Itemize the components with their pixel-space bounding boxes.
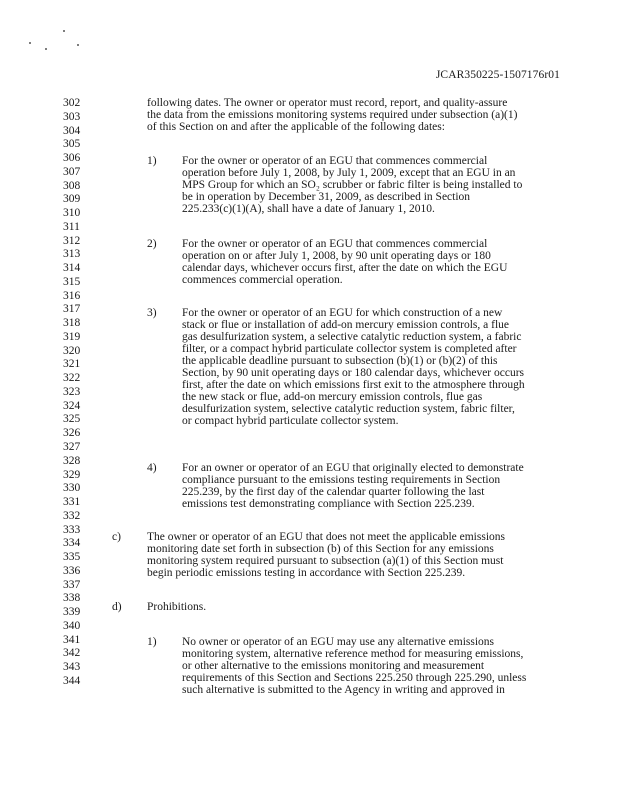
item-line: monitoring date set forth in subsection (b) of this Section for any emissions [147,543,494,555]
line-number: 321 [63,358,81,371]
item-line: the new stack or flue, add-on mercury emission controls, flue gas [182,391,483,403]
line-number: 327 [63,441,81,453]
line-number: 337 [63,578,81,591]
line-number: 316 [63,289,81,302]
item-marker: c) [112,531,121,543]
line-number: 339 [63,606,81,619]
line-number: 336 [63,564,81,577]
item-line: calendar days, whichever occurs first, after the date on which the EGU [182,262,508,274]
line-number: 326 [63,427,81,440]
line-number: 319 [63,330,81,343]
item-line: MPS Group for which an SO₂ scrubber or fabric filter is being installed to [182,179,523,191]
line-number: 325 [63,413,81,426]
item-marker: 1) [147,636,157,648]
line-number: 320 [63,344,81,357]
intro-line: of this Section on and after the applicable of the following dates: [147,121,445,133]
line-number: 305 [63,138,81,151]
item-line: For the owner or operator of an EGU that commences commercial [182,238,488,250]
intro-line: following dates. The owner or operator must record, report, and quality-assure [147,97,508,109]
item-line: gas desulfurization system, a selective catalytic reduction system, a fabric [182,331,522,343]
line-number: 306 [63,152,81,165]
item-marker: 4) [147,462,157,474]
line-number: 308 [63,179,81,192]
item-line: stack or flue or installation of add-on mercury emission controls, a flue [182,319,510,331]
line-number: 343 [63,661,81,674]
item-line: For the owner or operator of an EGU for which construction of a new [182,307,503,319]
line-number: 317 [63,303,81,316]
line-number: 309 [63,193,81,206]
item-line: commences commercial operation. [182,274,343,286]
item-line: 225.239, by the first day of the calendar quarter following the last [182,486,485,498]
line-number: 315 [63,275,81,288]
scan-specks [25,28,85,58]
line-number: 332 [63,509,81,522]
line-number: 333 [63,523,81,536]
line-number: 342 [63,647,81,660]
item-line: No owner or operator of an EGU may use any alternative emissions [182,636,495,648]
item-line: operation on or after July 1, 2008, by 90 unit operating days or 180 [182,250,491,262]
line-number: 338 [63,592,81,605]
item-line: such alternative is submitted to the Agency in writing and approved in [182,684,505,696]
line-number: 340 [63,619,81,632]
item-line: the applicable deadline pursuant to subsection (b)(1) or (b)(2) of this [182,355,498,367]
line-number: 303 [63,110,81,123]
line-number: 331 [63,496,81,509]
item-marker: 3) [147,307,157,319]
line-number: 314 [63,262,81,275]
item-line: emissions test demonstrating compliance with Section 225.239. [182,498,475,510]
line-number: 322 [63,372,81,385]
line-number: 307 [63,165,81,178]
item-line: requirements of this Section and Sections 225.250 through 225.290, unless [182,672,527,684]
item-line: filter, or a compact hybrid particulate collector system is completed after [182,343,517,355]
line-number: 344 [63,674,81,687]
item-marker: 1) [147,155,157,167]
line-number: 330 [63,482,81,495]
item-line: For an owner or operator of an EGU that originally elected to demonstrate [182,462,524,474]
line-number: 334 [63,537,81,550]
item-line: first, after the date on which emissions first exit to the atmosphere through [182,379,525,391]
item-marker: d) [112,601,122,613]
line-number: 323 [63,385,81,398]
document-id: JCAR350225-1507176r01 [435,69,560,81]
line-number: 318 [63,317,81,330]
section-heading: Prohibitions. [147,601,207,613]
item-line: or other alternative to the emissions monitoring and measurement [182,660,485,672]
item-line: operation before July 1, 2008, by July 1, 2009, except that an EGU in an [182,167,516,179]
line-number: 311 [63,220,80,233]
line-number: 324 [63,399,81,412]
line-number: 312 [63,234,81,247]
line-number: 304 [63,124,81,137]
line-number: 302 [63,97,81,109]
line-number: 335 [63,551,81,564]
item-line: compliance pursuant to the emissions testing requirements in Section [182,474,501,486]
intro-line: the data from the emissions monitoring systems required under subsection (a)(1) [147,109,518,121]
item-line: be in operation by December 31, 2009, as described in Section [182,191,471,203]
item-line: desulfurization system, selective catalytic reduction system, fabric filter, [182,403,515,415]
item-line: 225.233(c)(1)(A), shall have a date of January 1, 2010. [182,203,435,215]
item-line: or compact hybrid particulate collector system. [182,415,399,427]
line-number: 329 [63,468,81,481]
item-marker: 2) [147,238,157,250]
item-line: monitoring system required pursuant to subsection (a)(1) of this Section must [147,555,504,567]
line-number: 310 [63,207,81,220]
item-line: begin periodic emissions testing in accordance with Section 225.239. [147,567,466,579]
item-line: Section, by 90 unit operating days or 180 calendar days, whichever occurs [182,367,525,379]
line-number: 341 [63,633,81,646]
item-line: monitoring system, alternative reference method for measuring emissions, [182,648,524,660]
line-number: 313 [63,248,81,261]
item-line: For the owner or operator of an EGU that commences commercial [182,155,488,167]
line-number: 328 [63,454,81,467]
item-line: The owner or operator of an EGU that does not meet the applicable emissions [147,531,505,543]
